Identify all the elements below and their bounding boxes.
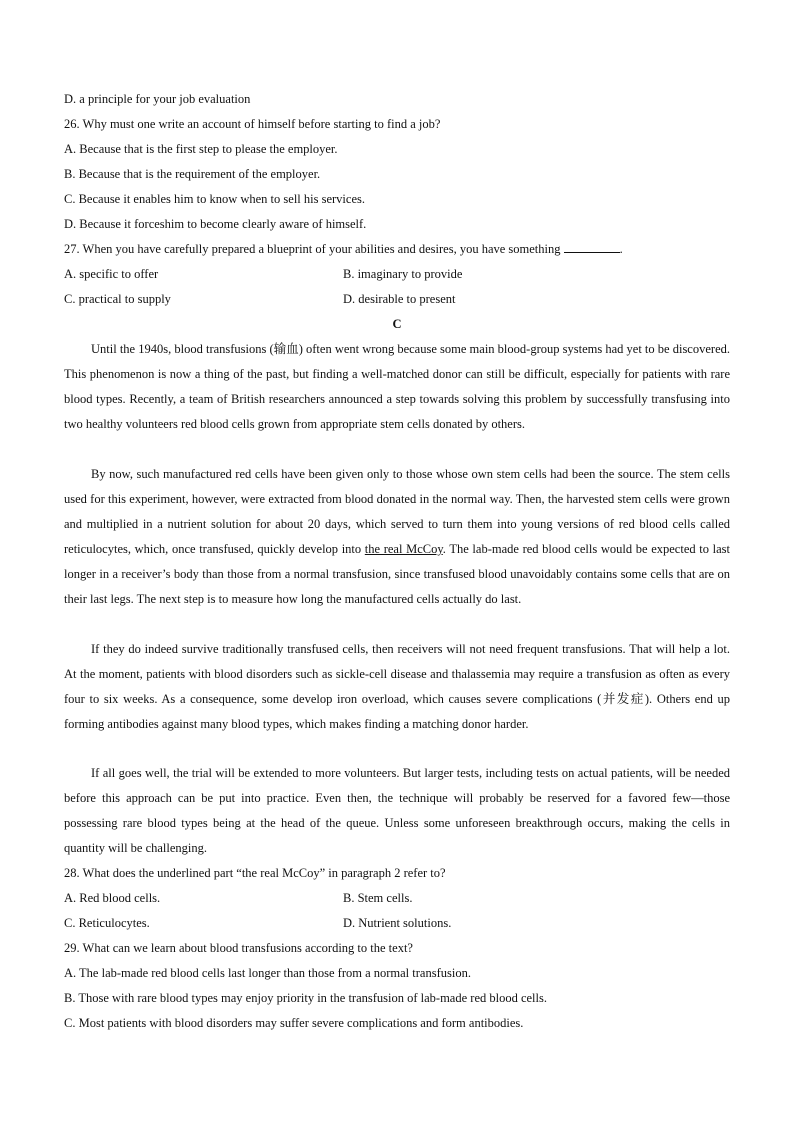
q29-option-c: C. Most patients with blood disorders may suffer severe complications and form antibodies. [64,1016,524,1030]
q29-stem: 29. What can we learn about blood transfusions according to the text? [64,941,413,955]
q26-option-c: C. Because it enables him to know when to sell his services. [64,192,365,206]
q26-stem: 26. Why must one write an account of himself before starting to find a job? [64,117,441,131]
q25-option-d: D. a principle for your job evaluation [64,92,251,106]
q29-option-a: A. The lab-made red blood cells last longer than those from a normal transfusion. [64,966,471,980]
q27-stem-end: . [619,242,623,256]
q28-option-c: C. Reticulocytes. [64,916,150,930]
q28-stem: 28. What does the underlined part “the real McCoy” in paragraph 2 refer to? [64,866,446,880]
q29-option-b: B. Those with rare blood types may enjoy priority in the transfusion of lab-made red blood cells. [64,991,547,1005]
q27-stem-line [64,237,730,262]
q27-stem: 27. When you have carefully prepared a blueprint of your abilities and desires, you have something [64,242,561,256]
underlined-phrase: the real McCoy [364,542,443,556]
q27-option-b: B. imaginary to provide [343,267,463,281]
passage-paragraph-2 [64,462,730,612]
p2-text-before: By now, such manufactured red cells have been given only to those whose own stem cells had been the source. The stem cells used for this experiment, however, were extracted from blood donated in the normal way. Then, the harvested stem cells were grown and multiplied in a nutrient solution for about 20 days, which served to turn them into young versions of red blood cells called reticulocytes, which, once transfused, quickly develop into [64,467,730,556]
passage-paragraph-1: Until the 1940s, blood transfusions (输血) often went wrong because some main blood-group systems had yet to be discovered. This phenomenon is now a thing of the past, but finding a well-matched donor can still be difficult, especially for patients with rare blood types. Recently, a team of British researchers announced a step towards solving this problem by successfully transfusing into two healthy volunteers red blood cells grown from appropriate stem cells donated by others. [64,342,730,431]
answer-blank [564,240,620,253]
q26-option-d: D. Because it forceshim to become clearly aware of himself. [64,217,367,231]
p2-text-after: . The lab-made red blood cells would be expected to last longer in a receiver’s body than those from a normal transfusion, since transfused blood unavoidably contains some cells that are on their last legs. The next step is to measure how long the manufactured cells actually do last. [64,542,730,606]
passage-paragraph-4: If all goes well, the trial will be extended to more volunteers. But larger tests, including tests on actual patients, will be needed before this approach can be put into practice. Even then, the technique will probably be reserved for a favored few—those possessing rare blood types being at the head of the queue. Unless some unforeseen breakthrough occurs, making the cells in quantity will be challenging. [64,766,730,855]
q28-option-a: A. Red blood cells. [64,891,161,905]
q26-option-a: A. Because that is the first step to please the employer. [64,142,338,156]
q28-option-d: D. Nutrient solutions. [343,916,452,930]
q27-option-d: D. desirable to present [343,292,456,306]
q26-option-b: B. Because that is the requirement of the employer. [64,167,321,181]
q27-option-a: A. specific to offer [64,267,159,281]
passage-paragraph-3: If they do indeed survive traditionally transfused cells, then receivers will not need frequent transfusions. That will help a lot. At the moment, patients with blood disorders such as sickle-cell disease and thalassemia may require a transfusion as often as every four to six weeks. As a consequence, some develop iron overload, which causes severe complications (并发症). Others end up forming antibodies against many blood types, which makes finding a matching donor harder. [64,642,730,731]
q28-option-b: B. Stem cells. [343,891,413,905]
section-label: C [392,317,402,331]
q27-option-c: C. practical to supply [64,292,171,306]
